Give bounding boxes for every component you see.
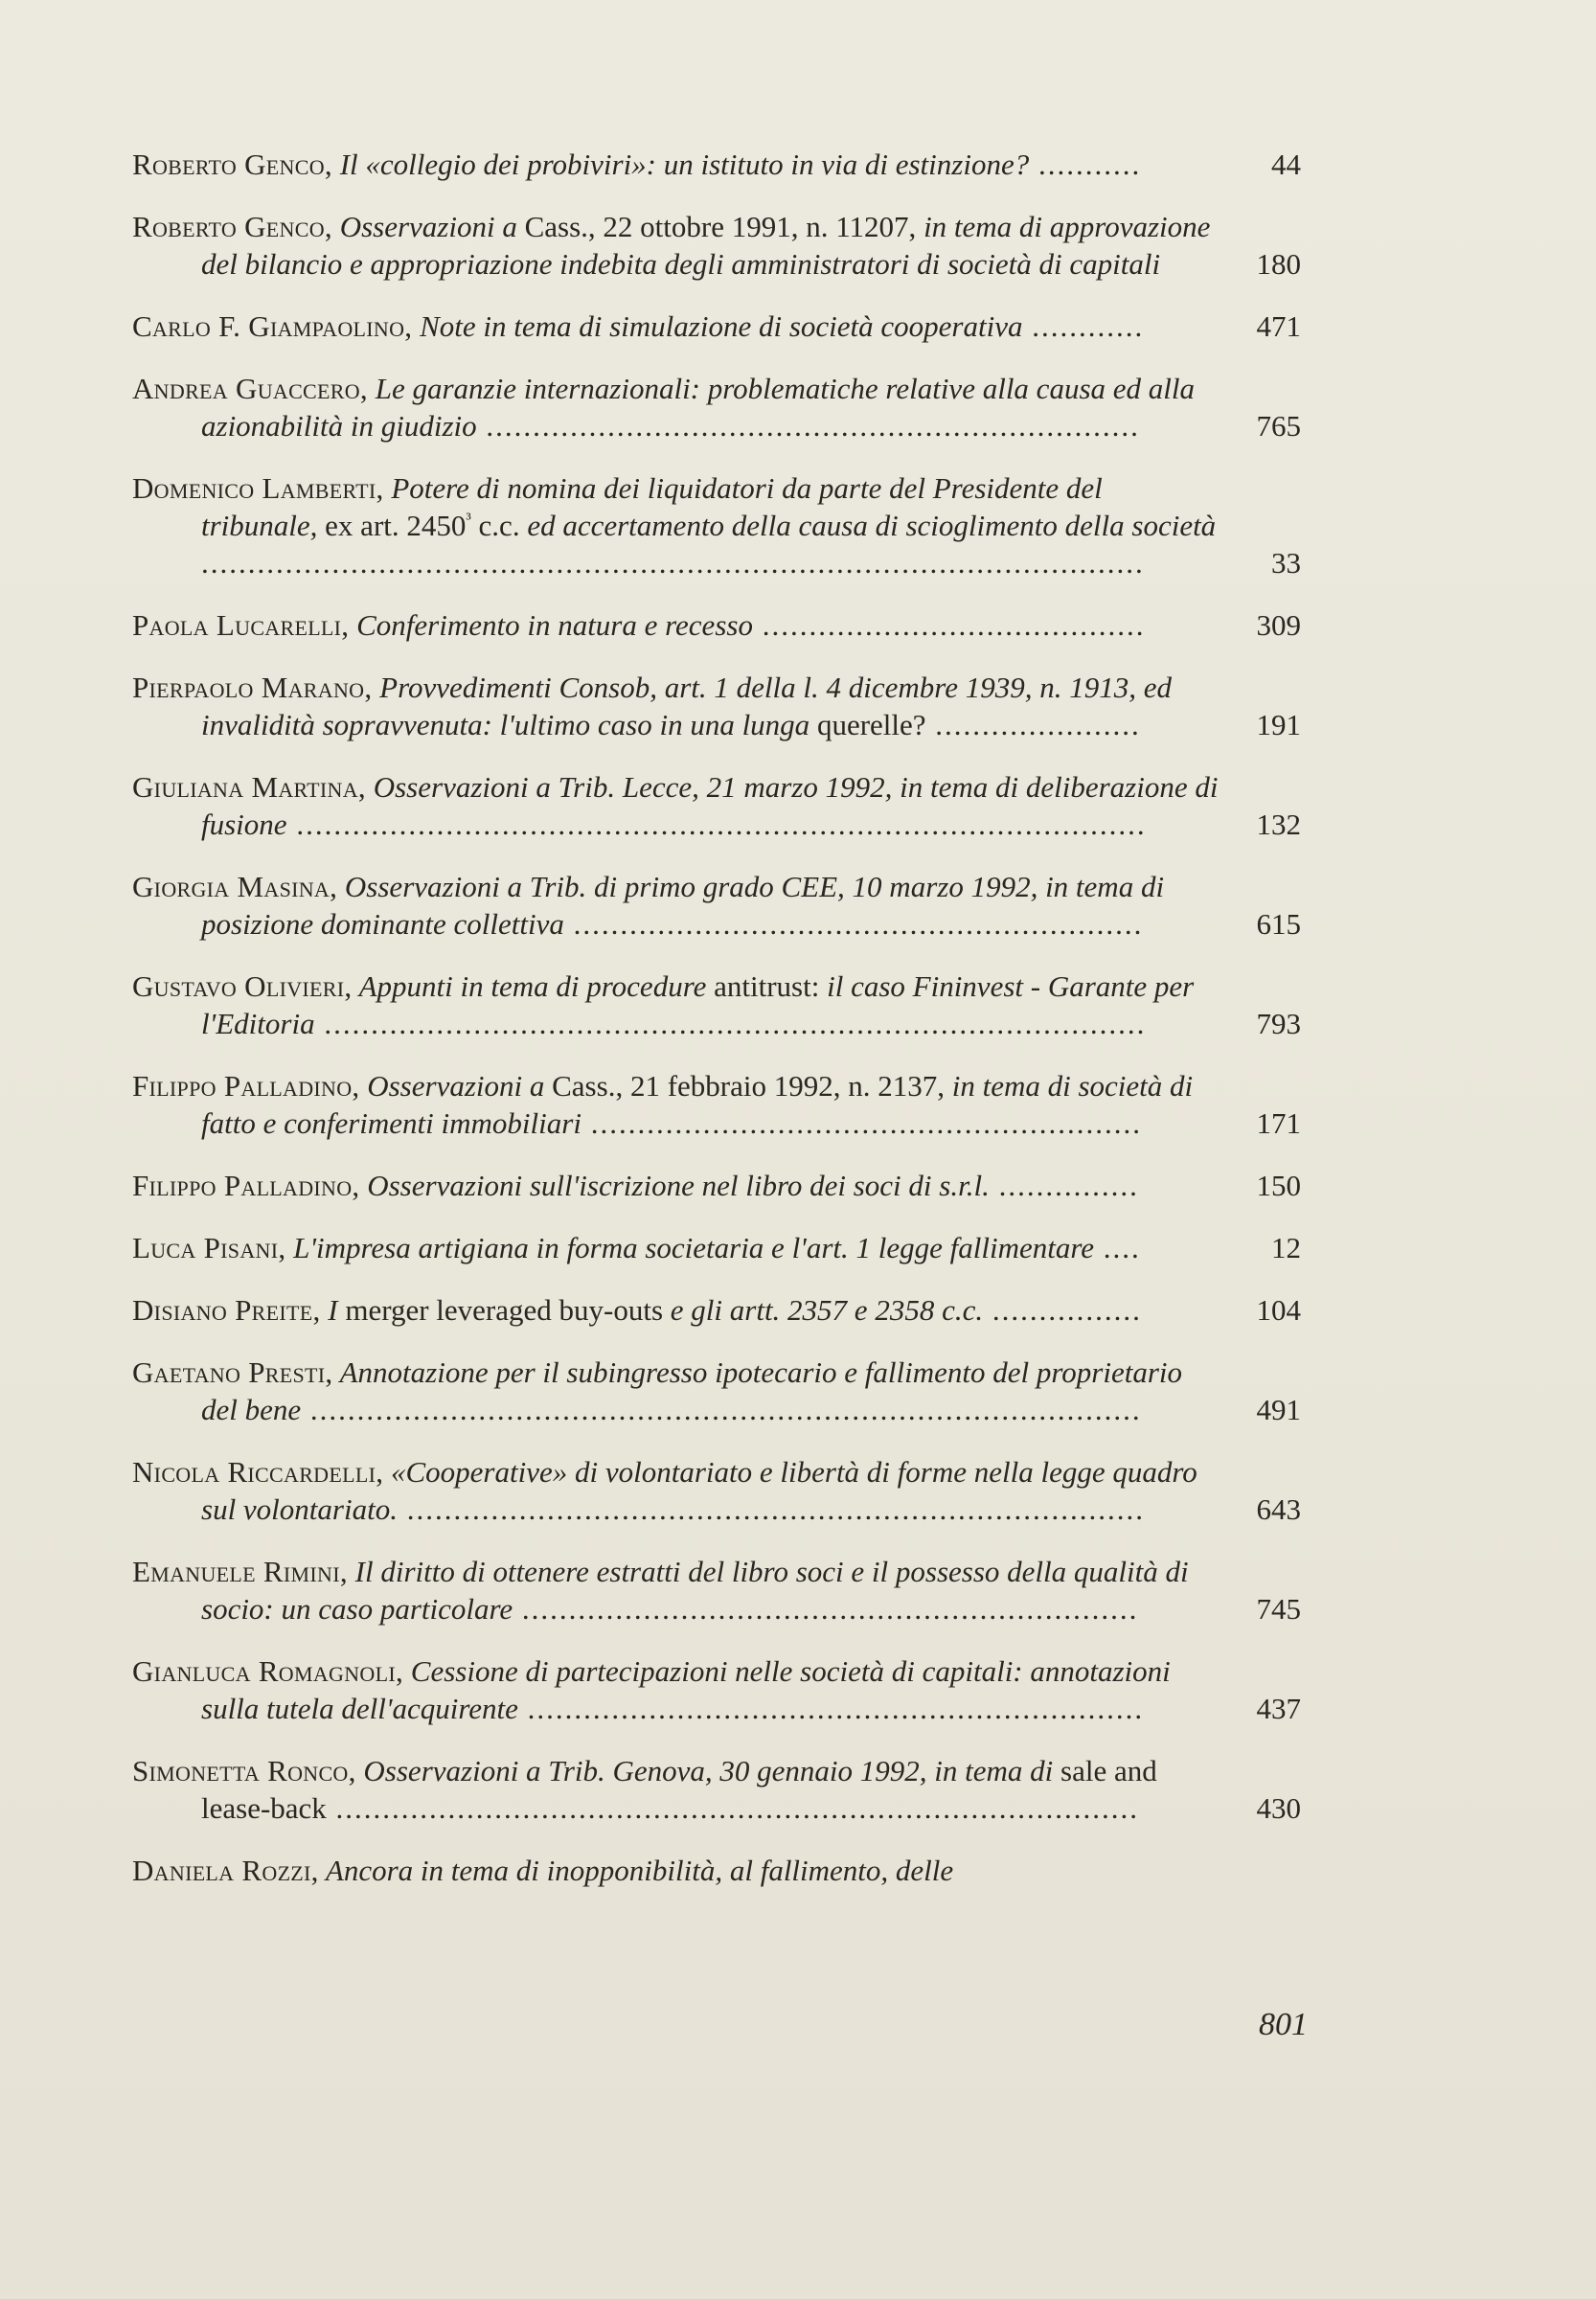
- dot-leader: .....................................................................................................: [201, 546, 1145, 580]
- entry-author: Pierpaolo Marano,: [132, 671, 373, 704]
- entry-text: [132, 1167, 1221, 1204]
- dot-leader: ...........................................................................................: [286, 808, 1147, 841]
- entry-page-number: 309: [1256, 608, 1301, 642]
- entry-author: Luca Pisani,: [132, 1231, 286, 1264]
- index-entry: [132, 1752, 1301, 1827]
- entry-author: Giorgia Masina,: [132, 870, 338, 903]
- entry-page-number: 437: [1256, 1692, 1301, 1725]
- entry-title-segment: Il diritto di ottenere estratti del libro soci e il possesso della qualità di socio: un caso particolare: [201, 1555, 1189, 1626]
- entry-title-segment: Conferimento in natura e recesso: [349, 608, 753, 642]
- entry-text: [132, 1453, 1221, 1528]
- entry-page-number: 44: [1271, 148, 1301, 181]
- entry-text: [132, 1354, 1221, 1428]
- entry-title-segment: in tema di società di fatto e conferimenti immobiliari: [201, 1069, 1194, 1140]
- dot-leader: ....: [1094, 1231, 1141, 1264]
- entry-author: Emanuele Rimini,: [132, 1555, 348, 1588]
- entry-author: Domenico Lamberti,: [132, 471, 384, 505]
- index-entry: [132, 469, 1301, 581]
- dot-leader: .........................................................................................: [301, 1393, 1142, 1426]
- entry-title-segment: antitrust:: [706, 969, 820, 1003]
- entry-text: [132, 1291, 1221, 1329]
- entry-title-segment: ex art. 2450: [317, 509, 467, 542]
- entry-title-segment: sale and lease-back: [201, 1754, 1157, 1825]
- dot-leader: ...............: [989, 1169, 1139, 1202]
- entry-page-number: 104: [1256, 1293, 1301, 1327]
- index-of-authors: [132, 146, 1301, 1889]
- entry-page-number: 491: [1256, 1393, 1301, 1426]
- entry-author: Nicola Riccardelli,: [132, 1455, 384, 1489]
- entry-title-segment: querelle?: [809, 708, 926, 741]
- entry-text: [132, 469, 1221, 581]
- entry-page-number: 745: [1256, 1592, 1301, 1626]
- dot-leader: ..................................................................: [513, 1592, 1139, 1626]
- entry-title-segment: merger leveraged buy-outs: [337, 1293, 664, 1327]
- entry-page-number: 191: [1256, 708, 1301, 741]
- index-entry: [132, 208, 1301, 283]
- entry-page-number: 150: [1256, 1169, 1301, 1202]
- entry-text: [132, 1752, 1221, 1827]
- entry-text: [132, 307, 1221, 345]
- entry-author: Roberto Genco,: [132, 210, 332, 243]
- entry-text: [132, 208, 1221, 283]
- index-entry: [132, 1067, 1301, 1142]
- entry-title-segment: Osservazioni a: [359, 1069, 545, 1103]
- entry-title-segment: Annotazione per il subingresso ipotecario e fallimento del proprietario del bene: [201, 1355, 1183, 1426]
- entry-title-segment: ed accertamento della causa di scioglimento della società: [519, 509, 1217, 542]
- entry-page-number: 180: [1256, 247, 1301, 281]
- index-entry: [132, 1167, 1301, 1204]
- index-entry: [132, 768, 1301, 843]
- dot-leader: ................: [983, 1293, 1142, 1327]
- entry-text: [132, 1229, 1221, 1266]
- index-entry: [132, 1229, 1301, 1266]
- entry-text: [132, 1553, 1221, 1628]
- entry-author: Roberto Genco,: [132, 148, 332, 181]
- entry-title-segment: Osservazioni sull'iscrizione nel libro dei soci di s.r.l.: [359, 1169, 990, 1202]
- entry-page-number: 471: [1256, 309, 1301, 343]
- entry-title-segment: Il «collegio dei probiviri»: un istituto in via di estinzione?: [331, 148, 1030, 181]
- entry-title-segment: c.c.: [470, 509, 520, 542]
- entry-author: Gustavo Olivieri,: [132, 969, 353, 1003]
- entry-title-segment: Appunti in tema di procedure: [352, 969, 707, 1003]
- entry-author: Carlo F. Giampaolino,: [132, 309, 413, 343]
- entry-page-number: 430: [1256, 1791, 1301, 1825]
- entry-text: [132, 1852, 1221, 1889]
- index-entry: [132, 1354, 1301, 1428]
- entry-author: Andrea Guaccero,: [132, 372, 368, 405]
- entry-text: [132, 669, 1221, 743]
- index-entry: [132, 1453, 1301, 1528]
- index-entry: [132, 606, 1301, 644]
- dot-leader: ......................................................................................: [326, 1791, 1140, 1825]
- entry-author: Paola Lucarelli,: [132, 608, 350, 642]
- index-entry: [132, 307, 1301, 345]
- entry-text: [132, 1652, 1221, 1727]
- entry-author: Filippo Palladino,: [132, 1169, 360, 1202]
- entry-author: Gianluca Romagnoli,: [132, 1654, 404, 1688]
- index-entry: [132, 370, 1301, 444]
- page-folio: 801: [1259, 2007, 1308, 2042]
- index-entry: [132, 669, 1301, 743]
- entry-text: [132, 868, 1221, 943]
- entry-title-segment: il caso Fininvest - Garante per l'Editoria: [201, 969, 1195, 1040]
- entry-page-number: 615: [1256, 907, 1301, 941]
- dot-leader: ............: [1022, 309, 1145, 343]
- entry-text: [132, 967, 1221, 1042]
- index-entry: [132, 1852, 1301, 1889]
- entry-text: [132, 1067, 1221, 1142]
- index-entry: [132, 1652, 1301, 1727]
- entry-text: [132, 768, 1221, 843]
- entry-title-segment: «Cooperative» di volontariato e libertà di forme nella legge quadro sul volontariato.: [201, 1455, 1197, 1526]
- entry-title-segment: I: [320, 1293, 338, 1327]
- entry-author: Daniela Rozzi,: [132, 1854, 319, 1887]
- dot-leader: .............................................................: [563, 907, 1144, 941]
- entry-page-number: 793: [1256, 1007, 1301, 1040]
- dot-leader: ......................: [925, 708, 1141, 741]
- entry-title-segment: Ancora in tema di inopponibilità, al fallimento, delle: [318, 1854, 954, 1887]
- dot-leader: ...............................................................................: [397, 1492, 1145, 1526]
- entry-author: Gaetano Presti,: [132, 1355, 333, 1389]
- entry-author: Disiano Preite,: [132, 1293, 321, 1327]
- entry-page-number: 765: [1256, 409, 1301, 443]
- index-entry: [132, 1291, 1301, 1329]
- entry-title-segment: in tema di approvazione del bilancio e appropriazione indebita degli amministratori di società di capitali: [201, 210, 1211, 281]
- entry-title-segment: Note in tema di simulazione di società cooperativa: [412, 309, 1023, 343]
- index-entry: [132, 146, 1301, 183]
- entry-title-segment: Provvedimenti Consob, art. 1 della l. 4 dicembre 1939, n. 1913, ed invalidità sopravvenuta: l'ultimo caso in una lunga: [201, 671, 1172, 741]
- entry-text: [132, 606, 1221, 644]
- dot-leader: ...........................................................: [581, 1106, 1142, 1140]
- entry-title-segment: L'impresa artigiana in forma societaria e l'art. 1 legge fallimentare: [285, 1231, 1095, 1264]
- dot-leader: ...........: [1029, 148, 1142, 181]
- index-entry: [132, 868, 1301, 943]
- entry-text: [132, 146, 1221, 183]
- entry-title-segment: Cass., 21 febbraio 1992, n. 2137,: [544, 1069, 945, 1103]
- entry-page-number: 132: [1256, 808, 1301, 841]
- entry-title-segment: Osservazioni a Trib. di primo grado CEE, 10 marzo 1992, in tema di posizione dominante collettiva: [201, 870, 1165, 941]
- entry-title-segment: Potere di nomina dei liquidatori da parte del Presidente del tribunale,: [201, 471, 1103, 542]
- index-entry: [132, 967, 1301, 1042]
- dot-leader: ..................................................................: [517, 1692, 1145, 1725]
- entry-title-segment: Cass., 22 ottobre 1991, n. 11207,: [516, 210, 917, 243]
- dot-leader: ......................................................................: [476, 409, 1140, 443]
- entry-text: [132, 370, 1221, 444]
- entry-page-number: 643: [1256, 1492, 1301, 1526]
- entry-title-segment: Le garanzie internazionali: problematiche relative alla causa ed alla azionabilità in giudizio: [201, 372, 1195, 443]
- entry-page-number: 171: [1256, 1106, 1301, 1140]
- entry-title-segment: Cessione di partecipazioni nelle società di capitali: annotazioni sulla tutela dell'acquirente: [201, 1654, 1171, 1725]
- entry-title-segment: Osservazioni a: [331, 210, 517, 243]
- entry-title-segment: Osservazioni a Trib. Lecce, 21 marzo 1992, in tema di deliberazione di fusione: [201, 770, 1219, 841]
- dot-leader: .........................................: [752, 608, 1146, 642]
- entry-author: Filippo Palladino,: [132, 1069, 360, 1103]
- index-entry: [132, 1553, 1301, 1628]
- entry-title-segment: e gli artt. 2357 e 2358 c.c.: [663, 1293, 984, 1327]
- entry-title-segment: ³: [466, 509, 471, 529]
- entry-page-number: 12: [1271, 1231, 1301, 1264]
- dot-leader: ........................................................................................: [314, 1007, 1147, 1040]
- entry-title-segment: Osservazioni a Trib. Genova, 30 gennaio 1992, in tema di: [355, 1754, 1054, 1787]
- entry-author: Giuliana Martina,: [132, 770, 366, 804]
- entry-author: Simonetta Ronco,: [132, 1754, 356, 1787]
- entry-page-number: 33: [1271, 546, 1301, 580]
